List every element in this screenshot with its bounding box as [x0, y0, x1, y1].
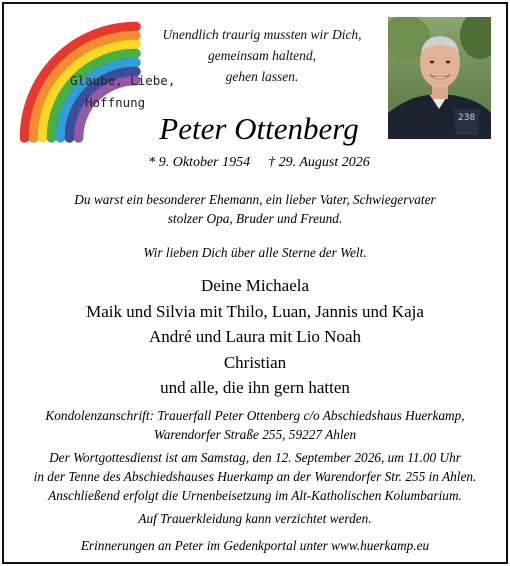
mourner-4: Christian — [223, 352, 287, 372]
life-dates — [104, 153, 414, 173]
dress-note — [4, 509, 506, 528]
mourner-5: und alle, die ihn gern hatten — [160, 378, 350, 397]
condolence-line-2: Warendorfer Straße 255, 59227 Ahlen — [153, 427, 357, 442]
love-text: Wir lieben Dich über alle Sterne der Welt. — [143, 245, 367, 260]
obituary-card — [2, 2, 508, 564]
mourner-3: André und Laura mit Lio Noah — [149, 327, 361, 346]
condolence-line-1: Kondolenzanschrift: Trauerfall Peter Ottenberg c/o Abschiedshaus Huerkamp, — [45, 408, 465, 423]
mourners-list — [4, 273, 506, 401]
motto-line-2: Hoffnung — [85, 95, 146, 110]
motto-line-1: Glaube, Liebe, — [70, 73, 176, 88]
opening-verse — [142, 24, 382, 87]
service-line-2: in der Tenne des Abschiedshauses Huerkamp an der Warendorfer Str. 255 in Ahlen. — [33, 469, 477, 484]
deceased-name: Peter Ottenberg — [159, 111, 359, 146]
service-line-3: Anschließend erfolgt die Urnenbeisetzung im Alt-Katholischen Kolumbarium. — [48, 488, 462, 503]
portal-note-text: Erinnerungen an Peter im Gedenkportal unter www.huerkamp.eu — [80, 538, 430, 553]
tribute-text — [4, 190, 506, 228]
love-line — [4, 243, 506, 262]
tribute-line-2: stolzer Opa, Bruder und Freund. — [167, 211, 343, 226]
portal-note — [4, 536, 506, 555]
tribute-line-1: Du warst ein besonderer Ehemann, ein lieber Vater, Schwiegervater — [74, 192, 436, 207]
condolence-address — [4, 406, 506, 444]
service-info — [4, 448, 506, 505]
death-date: † 29. August 2026 — [268, 155, 370, 170]
dress-note-text: Auf Trauerkleidung kann verzichtet werden. — [138, 511, 372, 526]
mourner-1: Deine Michaela — [200, 276, 310, 295]
verse-line-3: gehen lassen. — [225, 69, 299, 84]
svg-text:238: 238 — [458, 113, 476, 123]
verse-line-1: Unendlich traurig mussten wir Dich, — [162, 27, 362, 42]
service-line-1: Der Wortgottesdienst ist am Samstag, den 12. September 2026, um 11.00 Uhr — [49, 450, 461, 465]
verse-line-2: gemeinsam haltend, — [208, 48, 316, 63]
mourner-2: Maik und Silvia mit Thilo, Luan, Jannis und Kaja — [86, 301, 424, 321]
birth-date: * 9. Oktober 1954 — [148, 155, 251, 170]
